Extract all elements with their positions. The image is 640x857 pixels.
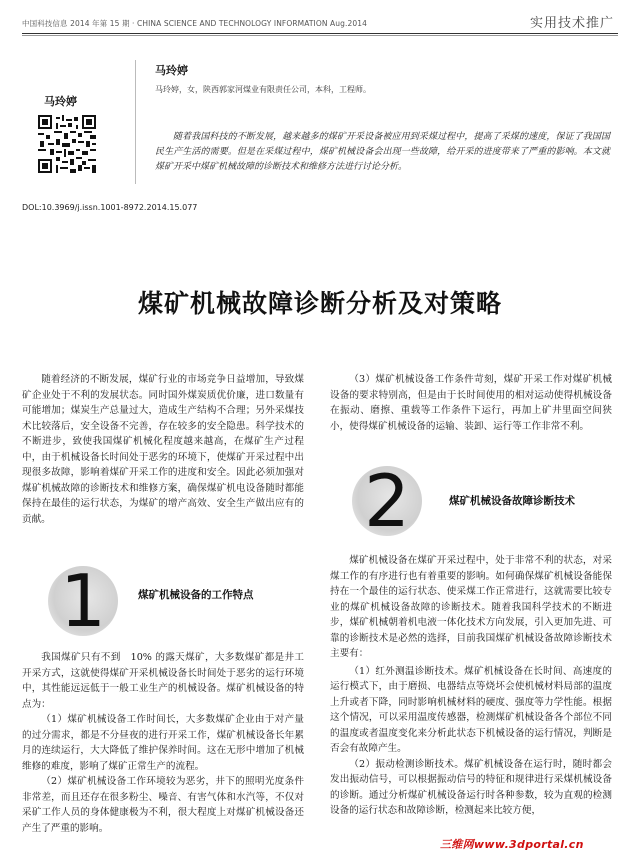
intro-paragraph [22, 372, 304, 527]
author-info: 马玲婷，女，陕西郭家河煤业有限责任公司，本科，工程师。 [155, 85, 371, 94]
section-2-paragraph: 煤矿机械设备在煤矿开采过程中，处于非常不利的状态，对采煤工作的有序进行也有着重要的影响。如何确保煤矿机械设备能保持在一个最佳的运行状态、使采煤工作正常进行，这就需要比较专业的煤矿机械设备故障的诊断技术。随着我国科学技术的不断进步，煤矿机械朝着机电液一体化技术方向发展，引入更加先进、可靠的诊断技术是必然的选择，目前我国煤矿机械设备故障诊断技术主要有： [330, 555, 612, 659]
journal-header: 中国科技信息 2014 年第 15 期 · CHINA SCIENCE AND TECHNOLOGY INFORMATION Aug.2014 [22, 19, 367, 28]
col2-top [330, 372, 612, 434]
watermark: 三维网www.3dportal.cn [440, 838, 584, 851]
intro-text: 随着经济的不断发展，煤矿行业的市场竞争日益增加，导致煤矿企业处于不利的发展状态。同时国外煤炭质优价廉，进口数量有可能增加；煤炭生产总量过大，造成生产结构不合理；另外采煤技术比较落后，安全设备不完善，存在较多的安全隐患。科学技术的不断进步，致使我国煤矿机械化程度越来越高，在煤矿生产过程中，由于机械设备长时间处于恶劣的环境下，使煤矿开采过程中出现很多故障，影响着煤矿开采工作的进度和安全。因此必须加强对煤矿机械故障的诊断技术和维修方案，确保煤矿机电设备随时都能保持在最佳的运行状态，为煤矿的增产高效、安全生产做出应有的贡献。 [22, 374, 304, 525]
section-1-digit: 1 [60, 559, 106, 643]
section-2-paragraph: （1）红外测温诊断技术。煤矿机械设备在长时间、高速度的运行模式下，由于磨损、电器结点等烧坏会使机械材料局部的温度上升或者下降，同时影响机械材料的硬度、强度等力学性能。根据这个情况，可以采用温度传感器，检测煤矿机械设备各个部位不同的温度或者温度变化来分析此状态下机械设备的运行情况，判断是否会有故障产生。 [330, 665, 612, 754]
qr-code-icon [38, 115, 96, 173]
section-2-number [352, 459, 422, 543]
section-1-body [22, 650, 304, 836]
sidebar-divider [135, 60, 136, 184]
header-rule [22, 33, 618, 34]
section-2-digit: 2 [364, 459, 410, 543]
section-2-title: 煤矿机械设备故障诊断技术 [449, 495, 575, 507]
article-title: 煤矿机械故障诊断分析及对策略 [137, 289, 502, 318]
section-1-title: 煤矿机械设备的工作特点 [138, 589, 254, 601]
abstract: 随着我国科技的不断发展，越来越多的煤矿开采设备被应用到采煤过程中，提高了采煤的速度，保证了我国国民生产生活的需要。但是在采煤过程中，煤矿机械设备会出现一些故障，给开采的进度带来了严重的影响。本文就煤矿开采中煤矿机械故障的诊断技术和维修方法进行讨论分析。 [155, 132, 610, 172]
section-1-number [48, 559, 118, 643]
section-1-paragraph: 我国煤矿只有不到 10% 的露天煤矿，大多数煤矿都是井工开采方式，这就使得煤矿开采机械设备长时间处于恶劣的运行环境中，其性能远远低于一般工业生产的机械设备。煤矿机械设备的特点为： [22, 652, 304, 710]
section-2-body [330, 553, 612, 819]
author-name: 马玲婷 [155, 64, 188, 77]
section-1-paragraph: （2）煤矿机械设备工作环境较为恶劣，井下的照明光度条件非常差，而且还存在很多粉尘、噪音、有害气体和水汽等，不仅对采矿工作人员的身体健康极为不利，很大程度上对煤矿机械设备还产生了严重的影响。 [22, 776, 304, 834]
header-rule-thin [22, 35, 618, 36]
section-2-paragraph: （2）振动检测诊断技术。煤矿机械设备在运行时，随时都会发出振动信号，可以根据振动信号的特征和规律进行采煤机械设备的诊断。通过分析煤矿机械设备运行时各种参数，较为直观的检测设备的运行状态和故障诊断，检测起来比较方便， [330, 758, 612, 816]
section-1-paragraph: （1）煤矿机械设备工作时间长，大多数煤矿企业由于对产量的过分需求，都是不分昼夜的进行开采工作，煤矿机械设备长年累月的连续运行，大大降低了维护保养时间。这在无形中增加了机械维修的难度，影响了煤矿正常生产的流程。 [22, 714, 304, 772]
section-header: 实用技术推广 [529, 16, 614, 31]
col2-paragraph: （3）煤矿机械设备工作条件苛刻，煤矿开采工作对煤矿机械设备的要求特别高，但是由于长时间使用的相对运动使得机械设备在振动、磨擦、重载等工作条件下运行，再加上矿井里面空间狭小，使得煤矿机械设备的运输、装卸、运行等工作非常不利。 [330, 374, 612, 432]
doi: DOL:10.3969/j.issn.1001-8972.2014.15.077 [22, 203, 198, 212]
sidebar-author-name: 马玲婷 [44, 95, 77, 108]
